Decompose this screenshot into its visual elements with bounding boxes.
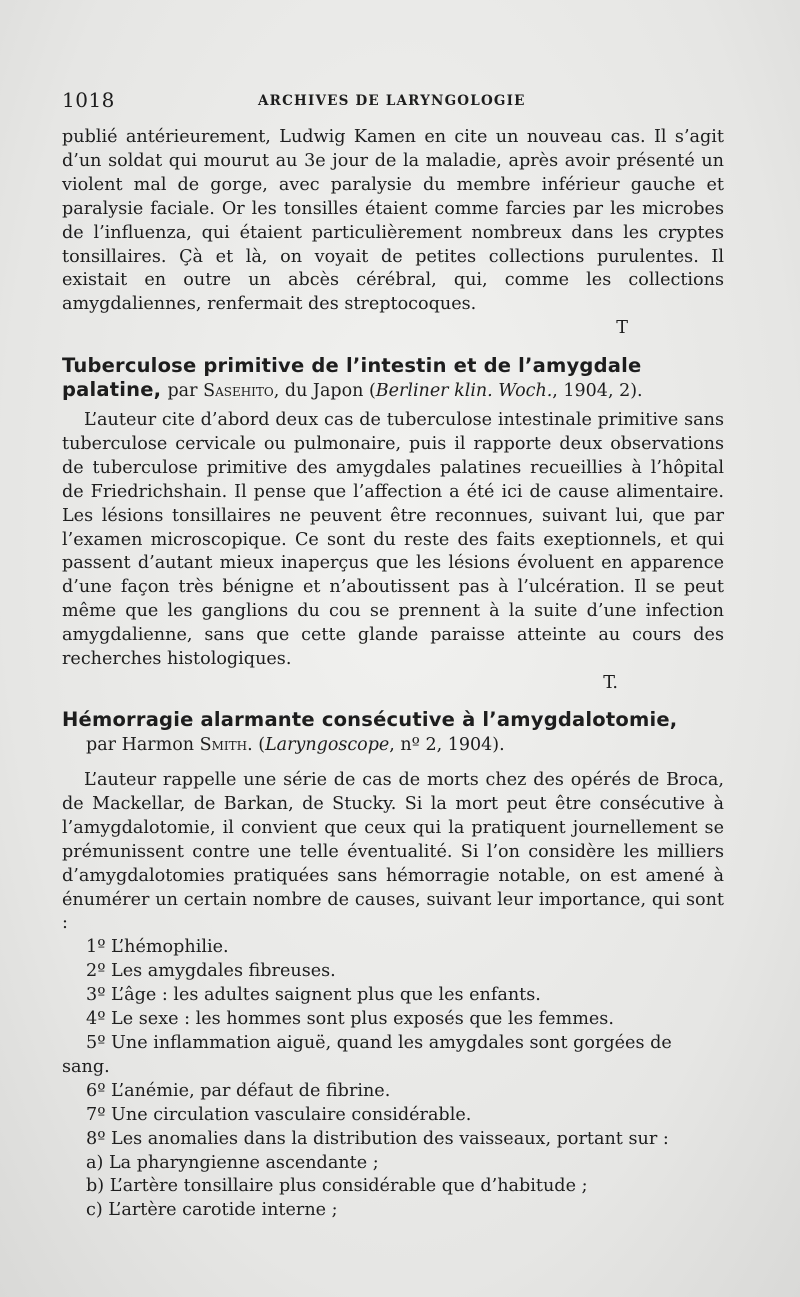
causes-list [62, 936, 724, 1223]
article-hemorragie [62, 708, 724, 1223]
article-author-line: par Harmon Smith. (Laryngoscope, nº 2, 1904). [86, 735, 505, 755]
page-header [62, 88, 722, 114]
article-title: Tuberculose primitive de l’intestin et de l’amygdale palatine, [62, 354, 642, 401]
article-heading [62, 354, 724, 403]
intro-paragraph: publié antérieurement, Ludwig Kamen en cite un nouveau cas. Il s’agit d’un soldat qui mourut au 3e jour de la maladie, après avoir présenté un violent mal de gorge, avec paralysie du membre inférieur gauche et paralysie faciale. Or les tonsilles étaient comme farcies par les microbes de l’influenza, qui étaient particulièrement nombreux dans les cryptes tonsillaires. Çà et là, on voyait de petites collections purulentes. Il existait en outre un abcès cérébral, qui, comme les collections amygdaliennes, renfermait des streptocoques. [62, 127, 724, 315]
article-heading [62, 708, 724, 732]
list-item: a) La pharyngienne ascendante ; [86, 1152, 379, 1173]
list-item: 4º Le sexe : les hommes sont plus exposés que les femmes. [86, 1009, 614, 1030]
list-item: 8º Les anomalies dans la distribution des vaisseaux, portant sur : [86, 1128, 669, 1149]
article-body: L’auteur cite d’abord deux cas de tuberculose intestinale primitive sans tuberculose cervicale ou pulmonaire, puis il rapporte deux observations de tuberculose primitive des amygdales palatines recueillies à l’hôpital de Friedrichshain. Il pense que l’affection a été ici de cause alimentaire. Les lésions tonsillaires ne peuvent être reconnues, suivant lui, que par l’examen microscopique. Ce sont du reste des faits exeptionnels, et qui passent d’autant mieux inaperçus que les lésions évoluent en apparence d’une façon très bénigne et n’aboutissent pas à l’ulcération. Il se peut même que les ganglions du cou se prennent à la suite d’une infection amygdalienne, sans que cette glande paraisse atteinte au cours des recherches histologiques. [62, 410, 724, 670]
list-item: 7º Une circulation vasculaire considérable. [86, 1104, 472, 1125]
intro-signature: T [616, 318, 628, 339]
article-tuberculose [62, 354, 724, 696]
running-title: ARCHIVES DE LARYNGOLOGIE [258, 93, 526, 109]
article-author-line: par Sasehito, du Japon (Berliner klin. Woch., 1904, 2). [167, 381, 643, 401]
list-item: 3º L’âge : les adultes saignent plus que les enfants. [86, 985, 541, 1006]
author-name: Sasehito [203, 381, 274, 401]
list-item: 1º L’hémophilie. [86, 937, 229, 958]
list-item: 5º Une inflammation aiguë, quand les amygdales sont gorgées de sang. [62, 1032, 672, 1077]
journal-name: Laryngoscope [265, 735, 390, 755]
article-title: Hémorragie alarmante consécutive à l’amygdalotomie, [62, 708, 678, 731]
intro-section [62, 126, 724, 341]
journal-name: Berliner klin. Woch. [375, 381, 553, 401]
list-item: c) L’artère carotide interne ; [86, 1200, 338, 1221]
page-number: 1018 [62, 88, 115, 112]
author-name: Smith [199, 735, 248, 755]
article-signature: T. [603, 672, 618, 693]
list-item: 2º Les amygdales fibreuses. [86, 961, 336, 982]
list-item: b) L’artère tonsillaire plus considérable que d’habitude ; [86, 1176, 588, 1197]
article-body: L’auteur rappelle une série de cas de morts chez des opérés de Broca, de Mackellar, de Barkan, de Stucky. Si la mort peut être consécutive à l’amygdalotomie, il convient que ceux qui la pratiquent journellement se prémunissent contre une telle éventualité. Si l’on considère les milliers d’amygdalotomies pratiquées sans hémorragie notable, on est amené à énumérer un certain nombre de causes, suivant leur importance, qui sont : [62, 770, 724, 934]
list-item: 6º L’anémie, par défaut de fibrine. [86, 1080, 391, 1101]
